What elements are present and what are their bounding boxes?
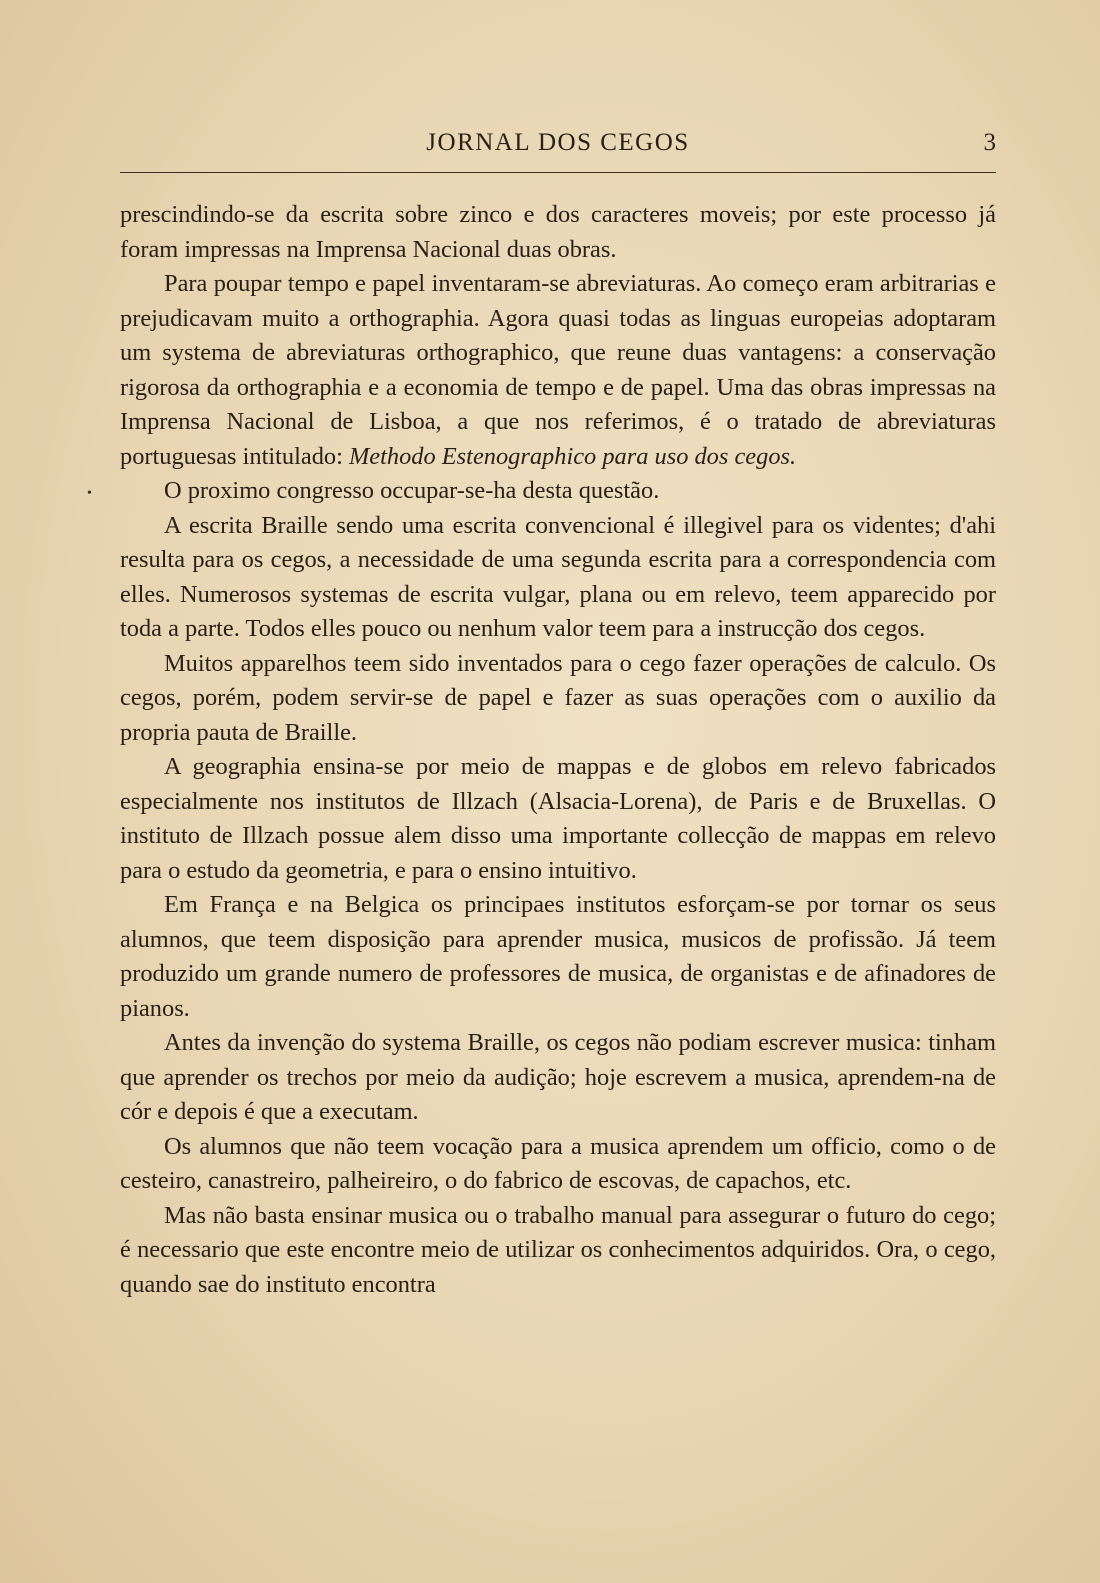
- paragraph-music-notation: Antes da invenção do systema Braille, os cegos não podiam escrever musica: tinham que aprender os trechos por meio da audição; hoje escrevem a musica, aprendem-na de cór e depois é que a executam.: [120, 1029, 996, 1125]
- page-header: [120, 126, 996, 166]
- paragraph-geography: A geographia ensina-se por meio de mappas e de globos em relevo fabricados especialmente nos institutos de Illzach (Alsacia-Lorena), de Paris e de Bruxellas. O instituto de Illzach possue alem disso uma importante collecção de mappas em relevo para o estudo da geometria, e para o ensino intuitivo.: [120, 753, 996, 884]
- paragraph-braille-writing: A escrita Braille sendo uma escrita convencional é illegivel para os videntes; d'ahi resulta para os cegos, a necessidade de uma segunda escrita para a correspondencia com elles. Numerosos systemas de escrita vulgar, plana ou em relevo, teem apparecido por toda a parte. Todos elles pouco ou nenhum valor teem para a instrucção dos cegos.: [120, 511, 996, 642]
- margin-mark: •: [87, 486, 92, 501]
- paragraph-trades: Os alumnos que não teem vocação para a musica aprendem um officio, como o de cesteiro, canastreiro, palheireiro, o do fabrico de escovas, de capachos, etc.: [120, 1132, 996, 1194]
- paragraph-continuation: prescindindo-se da escrita sobre zinco e dos caracteres moveis; por este processo já foram impressas na Imprensa Nacional duas obras.: [120, 201, 996, 263]
- paragraph-congress: O proximo congresso occupar-se-ha desta questão.: [164, 477, 660, 504]
- paragraph-abbreviations-text: Para poupar tempo e papel inventaram-se abreviaturas. Ao começo eram arbitrarias e prejudicavam muito a orthographia. Agora quasi todas as linguas europeias adoptaram um systema de abreviaturas orthographico, que reune duas vantagens: a conservação rigorosa da orthographia e a economia de tempo e de papel. Uma das obras impressas na Imprensa Nacional de Lisboa, a que nos referimos, é o tratado de abreviaturas portuguesas intitulado:: [120, 270, 996, 470]
- paragraph-music-training: Em França e na Belgica os principaes institutos esforçam-se por tornar os seus alumnos, que teem disposição para aprender musica, musicos de profissão. Já teem produzido um grande numero de professores de musica, de organistas e de afinadores de pianos.: [120, 891, 996, 1022]
- running-title: JORNAL DOS CEGOS: [426, 129, 690, 156]
- header-rule: [120, 172, 996, 173]
- body-text: [120, 198, 996, 1302]
- paragraph-abbreviations: [120, 267, 996, 474]
- paragraph-calculation: Muitos apparelhos teem sido inventados para o cego fazer operações de calculo. Os cegos, porém, podem servir-se de papel e fazer as suas operações com o auxilio da propria pauta de Braille.: [120, 649, 996, 746]
- book-title: Methodo Estenographico para uso dos cegos.: [348, 442, 797, 470]
- page-number: 3: [983, 129, 996, 156]
- paragraph-future: Mas não basta ensinar musica ou o trabalho manual para assegurar o futuro do cego; é necessario que este encontre meio de utilizar os conhecimentos adquiridos. Ora, o cego, quando sae do instituto encontra: [120, 1201, 996, 1298]
